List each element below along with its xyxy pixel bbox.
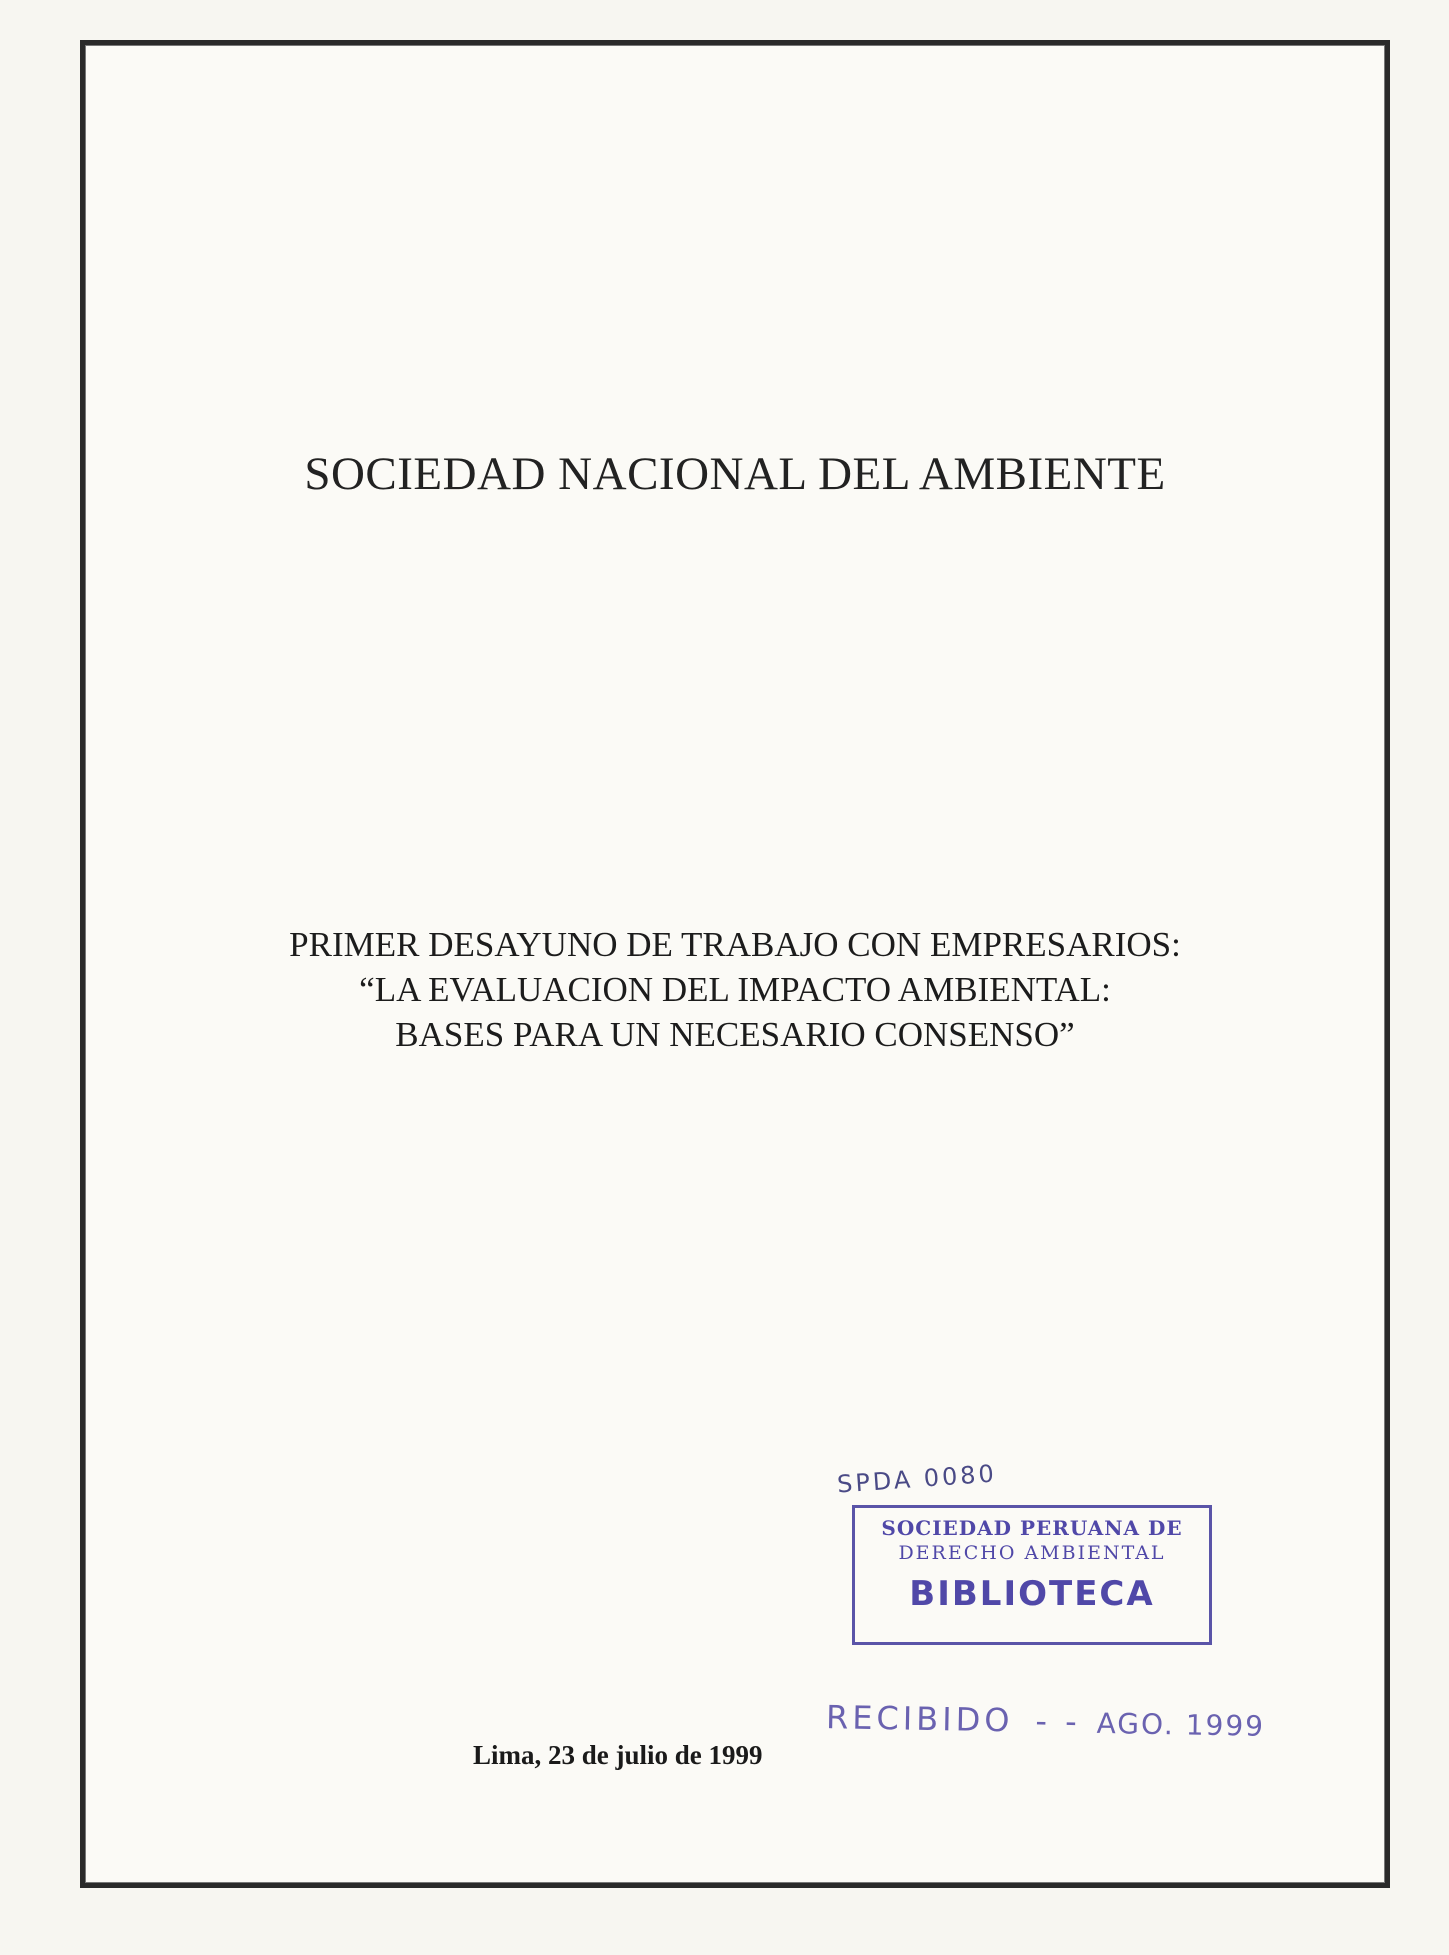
stamp-line-field: DERECHO AMBIENTAL	[898, 1542, 1166, 1564]
subtitle-line-3: BASES PARA UN NECESARIO CONSENSO”	[395, 1015, 1075, 1054]
received-label: RECIBIDO	[825, 1698, 1014, 1740]
received-date: AGO. 1999	[1096, 1706, 1266, 1743]
document-date: Lima, 23 de julio de 1999	[473, 1740, 763, 1770]
received-dash: - -	[1035, 1701, 1082, 1741]
received-stamp	[826, 1698, 1266, 1744]
stamp-line-library: BIBLIOTECA	[909, 1574, 1155, 1614]
handwritten-catalog-code: SPDA 0080	[836, 1459, 998, 1499]
organization-title: SOCIEDAD NACIONAL DEL AMBIENTE	[304, 448, 1166, 500]
subtitle-line-2: “LA EVALUACION DEL IMPACTO AMBIENTAL:	[359, 970, 1111, 1009]
subtitle-line-1: PRIMER DESAYUNO DE TRABAJO CON EMPRESARIOS:	[289, 925, 1181, 964]
stamp-line-organization: SOCIEDAD PERUANA DE	[881, 1516, 1183, 1540]
event-subtitle	[85, 922, 1385, 1057]
library-stamp	[852, 1505, 1212, 1645]
